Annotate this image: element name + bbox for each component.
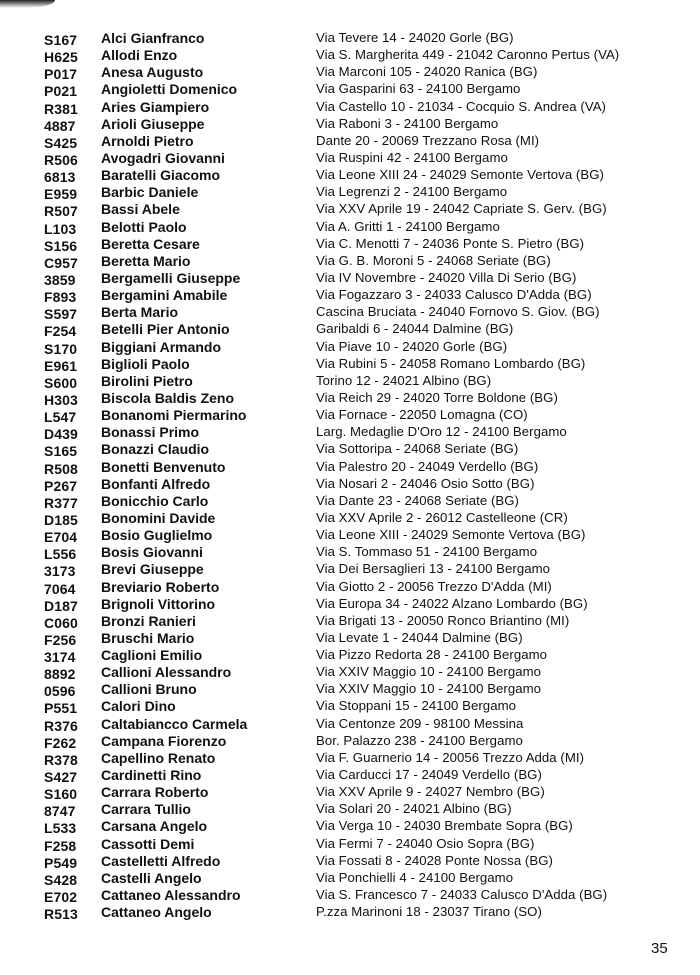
member-address: Via S. Tommaso 51 - 24100 Bergamo	[316, 544, 538, 560]
member-code: 0596	[44, 683, 76, 700]
member-code: F256	[44, 631, 77, 648]
member-name: Bonazzi Claudio	[101, 441, 210, 458]
member-name: Barbic Daniele	[101, 184, 199, 201]
member-code: P021	[44, 83, 78, 100]
member-name: Betelli Pier Antonio	[101, 321, 230, 338]
member-code: S167	[44, 32, 78, 48]
member-address: Via Dei Bersaglieri 13 - 24100 Bergamo	[316, 561, 551, 577]
directory-entry	[0, 287, 700, 304]
directory-entry	[0, 630, 700, 647]
member-address: Via Raboni 3 - 24100 Bergamo	[316, 115, 499, 131]
directory-entry	[0, 510, 700, 527]
member-address: Via C. Menotti 7 - 24036 Ponte S. Pietro (BG)	[316, 235, 585, 251]
member-code: 3174	[44, 649, 76, 666]
directory-entry	[0, 853, 700, 870]
member-address: Via Palestro 20 - 24049 Verdello (BG)	[316, 458, 539, 474]
member-name: Arioli Giuseppe	[101, 115, 205, 132]
member-code: 7064	[44, 580, 76, 597]
member-name: Carrara Roberto	[101, 784, 209, 801]
member-address: Via XXV Aprile 9 - 24027 Nembro (BG)	[316, 784, 545, 800]
member-address: Via Castello 10 - 21034 - Cocquio S. Andrea (VA)	[316, 98, 606, 114]
directory-entry	[0, 339, 700, 356]
member-address: Via Pizzo Redorta 28 - 24100 Bergamo	[316, 647, 548, 663]
directory-entry	[0, 818, 700, 835]
member-address: Via Gasparini 63 - 24100 Bergamo	[316, 81, 521, 97]
member-address: Via S. Francesco 7 - 24033 Calusco D'Adda (BG)	[316, 887, 608, 903]
directory-entry	[0, 184, 700, 201]
member-code: P017	[44, 66, 78, 83]
directory-entry	[0, 476, 700, 493]
member-address: Via Fermi 7 - 24040 Osio Sopra (BG)	[316, 835, 535, 851]
member-name: Cattaneo Angelo	[101, 904, 212, 921]
directory-entry	[0, 424, 700, 441]
member-address: Via S. Margherita 449 - 21042 Caronno Pertus (VA)	[316, 47, 620, 63]
member-name: Belotti Paolo	[101, 218, 187, 235]
member-address: Via Fornace - 22050 Lomagna (CO)	[316, 407, 528, 423]
member-name: Birolini Pietro	[101, 372, 193, 389]
member-code: R377	[44, 494, 78, 511]
directory-entry	[0, 801, 700, 818]
member-address: Larg. Medaglie D'Oro 12 - 24100 Bergamo	[316, 424, 567, 440]
member-code: S165	[44, 443, 78, 460]
member-address: Via Fossati 8 - 24028 Ponte Nossa (BG)	[316, 852, 553, 868]
member-name: Bosis Giovanni	[101, 544, 203, 561]
directory-entry	[0, 647, 700, 664]
member-address: Cascina Bruciata - 24040 Fornovo S. Giov. (BG)	[316, 304, 600, 320]
member-name: Bonassi Primo	[101, 424, 200, 441]
directory-entry	[0, 201, 700, 218]
member-address: Via Brigati 13 - 20050 Ronco Briantino (MI)	[316, 612, 570, 628]
member-code: C060	[44, 614, 78, 631]
member-code: E702	[44, 889, 78, 906]
member-address: Via Solari 20 - 24021 Albino (BG)	[316, 801, 512, 817]
directory-entry	[0, 270, 700, 287]
member-address: Via A. Gritti 1 - 24100 Bergamo	[316, 218, 500, 234]
directory-entry	[0, 133, 700, 150]
page-number: 35	[651, 940, 668, 957]
member-name: Anesa Augusto	[101, 64, 204, 81]
member-code: L547	[44, 409, 77, 426]
member-name: Castelletti Alfredo	[101, 852, 221, 869]
member-name: Castelli Angelo	[101, 869, 202, 886]
member-name: Cardinetti Rino	[101, 767, 202, 784]
directory-entry	[0, 681, 700, 698]
member-address: Via Reich 29 - 24020 Torre Boldone (BG)	[316, 389, 558, 405]
directory-entry	[0, 767, 700, 784]
member-address: P.zza Marinoni 18 - 23037 Tirano (SO)	[316, 904, 542, 920]
member-name: Bonanomi Piermarino	[101, 407, 247, 424]
member-address: Dante 20 - 20069 Trezzano Rosa (MI)	[316, 132, 540, 148]
member-address: Via XXIV Maggio 10 - 24100 Bergamo	[316, 664, 542, 680]
member-code: R513	[44, 906, 78, 923]
member-address: Via F. Guarnerio 14 - 20056 Trezzo Adda (MI)	[316, 749, 585, 765]
member-name: Cattaneo Alessandro	[101, 887, 241, 904]
directory-entry	[0, 167, 700, 184]
member-address: Via Ruspini 42 - 24100 Bergamo	[316, 149, 508, 165]
member-code: P549	[44, 854, 78, 871]
member-code: R378	[44, 751, 78, 768]
directory-entry	[0, 407, 700, 424]
directory-entry	[0, 253, 700, 270]
member-address: Via Piave 10 - 24020 Gorle (BG)	[316, 338, 508, 354]
directory-entry	[0, 579, 700, 596]
member-code: D439	[44, 426, 78, 443]
member-name: Arnoldi Pietro	[101, 132, 194, 149]
member-code: S170	[44, 340, 78, 357]
directory-entry	[0, 356, 700, 373]
member-name: Beretta Mario	[101, 252, 191, 269]
member-code: S156	[44, 237, 78, 254]
directory-entry	[0, 459, 700, 476]
directory-entry	[0, 236, 700, 253]
directory-entry	[0, 304, 700, 321]
member-name: Calori Dino	[101, 698, 176, 715]
directory-entry	[0, 64, 700, 81]
directory-entry	[0, 716, 700, 733]
member-code: 3859	[44, 271, 76, 288]
member-code: F893	[44, 289, 77, 306]
member-code: F254	[44, 323, 77, 340]
member-address: Via IV Novembre - 24020 Villa Di Serio (BG)	[316, 269, 577, 285]
directory-entry	[0, 99, 700, 116]
member-code: H303	[44, 391, 78, 408]
member-code: S600	[44, 374, 78, 391]
member-code: S160	[44, 786, 78, 803]
directory-entry	[0, 441, 700, 458]
directory-entry	[0, 664, 700, 681]
directory-entry	[0, 887, 700, 904]
member-name: Berta Mario	[101, 304, 179, 321]
member-name: Bronzi Ranieri	[101, 612, 196, 629]
member-directory	[0, 30, 700, 921]
member-name: Biggiani Armando	[101, 338, 222, 355]
member-code: C957	[44, 254, 78, 271]
directory-entry	[0, 527, 700, 544]
member-name: Bonetti Benvenuto	[101, 458, 226, 475]
member-code: F262	[44, 734, 77, 751]
member-name: Aries Giampiero	[101, 98, 210, 115]
directory-entry	[0, 321, 700, 338]
member-address: Via Giotto 2 - 20056 Trezzo D'Adda (MI)	[316, 578, 552, 594]
member-address: Via Verga 10 - 24030 Brembate Sopra (BG)	[316, 818, 573, 834]
member-address: Bor. Palazzo 238 - 24100 Bergamo	[316, 732, 523, 748]
directory-entry	[0, 561, 700, 578]
directory-entry	[0, 698, 700, 715]
member-code: E704	[44, 529, 78, 546]
directory-entry	[0, 870, 700, 887]
member-name: Beretta Cesare	[101, 235, 200, 252]
member-name: Biglioli Paolo	[101, 355, 190, 372]
member-address: Via Levate 1 - 24044 Dalmine (BG)	[316, 629, 523, 645]
member-name: Bonfanti Alfredo	[101, 475, 211, 492]
member-address: Via Ponchielli 4 - 24100 Bergamo	[316, 869, 514, 885]
scan-edge-mark	[0, 0, 55, 8]
member-address: Garibaldi 6 - 24044 Dalmine (BG)	[316, 321, 514, 337]
member-name: Carsana Angelo	[101, 818, 208, 835]
member-address: Via Carducci 17 - 24049 Verdello (BG)	[316, 767, 542, 783]
directory-entry	[0, 116, 700, 133]
member-address: Via Sottoripa - 24068 Seriate (BG)	[316, 441, 519, 457]
member-name: Avogadri Giovanni	[101, 149, 225, 166]
member-name: Bonicchio Carlo	[101, 492, 209, 509]
member-code: S425	[44, 134, 78, 151]
directory-entry	[0, 904, 700, 921]
member-name: Breviario Roberto	[101, 578, 220, 595]
member-code: R376	[44, 717, 78, 734]
member-name: Bassi Abele	[101, 201, 180, 218]
directory-entry	[0, 219, 700, 236]
member-address: Via Legrenzi 2 - 24100 Bergamo	[316, 184, 508, 200]
member-name: Allodi Enzo	[101, 47, 178, 64]
member-code: R381	[44, 100, 78, 117]
member-address: Via XXV Aprile 2 - 26012 Castelleone (CR)	[316, 509, 568, 525]
member-code: H625	[44, 49, 78, 66]
member-name: Cassotti Demi	[101, 835, 195, 852]
member-code: P267	[44, 477, 78, 494]
member-name: Bruschi Mario	[101, 629, 195, 646]
member-name: Alci Gianfranco	[101, 30, 205, 46]
member-name: Caglioni Emilio	[101, 647, 203, 664]
member-address: Via XXV Aprile 19 - 24042 Capriate S. Gerv. (BG)	[316, 201, 607, 217]
directory-entry	[0, 596, 700, 613]
directory-entry	[0, 784, 700, 801]
directory-entry	[0, 390, 700, 407]
member-address: Via G. B. Moroni 5 - 24068 Seriate (BG)	[316, 252, 551, 268]
member-address: Via Rubini 5 - 24058 Romano Lombardo (BG)	[316, 355, 586, 371]
member-code: D187	[44, 597, 78, 614]
member-code: L556	[44, 546, 77, 563]
member-address: Via XXIV Maggio 10 - 24100 Bergamo	[316, 681, 542, 697]
member-name: Capellino Renato	[101, 749, 216, 766]
directory-entry	[0, 81, 700, 98]
member-address: Via Tevere 14 - 24020 Gorle (BG)	[316, 30, 514, 45]
directory-entry	[0, 836, 700, 853]
member-name: Caltabiancco Carmela	[101, 715, 248, 732]
member-name: Angioletti Domenico	[101, 81, 238, 98]
member-name: Carrara Tullio	[101, 801, 191, 818]
member-code: R506	[44, 151, 78, 168]
member-name: Brignoli Vittorino	[101, 595, 216, 612]
directory-entry	[0, 733, 700, 750]
member-code: S597	[44, 306, 78, 323]
member-code: R507	[44, 203, 78, 220]
member-code: L533	[44, 820, 77, 837]
member-address: Via Stoppani 15 - 24100 Bergamo	[316, 698, 516, 714]
member-code: 6813	[44, 169, 76, 186]
member-code: F258	[44, 837, 77, 854]
member-name: Baratelli Giacomo	[101, 167, 221, 184]
member-name: Brevi Giuseppe	[101, 561, 204, 578]
member-name: Bergamelli Giuseppe	[101, 269, 241, 286]
member-code: P551	[44, 700, 78, 717]
member-code: 8892	[44, 666, 76, 683]
member-code: E959	[44, 186, 78, 203]
directory-entry	[0, 30, 700, 47]
member-address: Via Dante 23 - 24068 Seriate (BG)	[316, 492, 519, 508]
member-name: Bonomini Davide	[101, 509, 216, 526]
member-address: Via Leone XIII 24 - 24029 Semonte Vertova (BG)	[316, 167, 604, 183]
member-address: Torino 12 - 24021 Albino (BG)	[316, 372, 492, 388]
member-code: E961	[44, 357, 78, 374]
member-name: Callioni Bruno	[101, 681, 197, 698]
member-code: R508	[44, 460, 78, 477]
member-address: Via Marconi 105 - 24020 Ranica (BG)	[316, 64, 538, 80]
member-name: Campana Fiorenzo	[101, 732, 227, 749]
member-code: L103	[44, 220, 77, 237]
member-name: Callioni Alessandro	[101, 664, 232, 681]
directory-entry	[0, 750, 700, 767]
member-code: 8747	[44, 803, 76, 820]
directory-entry	[0, 47, 700, 64]
member-code: D185	[44, 511, 78, 528]
member-address: Via Fogazzaro 3 - 24033 Calusco D'Adda (BG)	[316, 287, 592, 303]
directory-entry	[0, 150, 700, 167]
directory-entry	[0, 493, 700, 510]
member-code: S427	[44, 769, 78, 786]
member-address: Via Nosari 2 - 24046 Osio Sotto (BG)	[316, 475, 535, 491]
member-code: 3173	[44, 563, 76, 580]
directory-entry	[0, 373, 700, 390]
member-code: 4887	[44, 117, 76, 134]
member-address: Via Leone XIII - 24029 Semonte Vertova (BG)	[316, 527, 586, 543]
directory-entry	[0, 544, 700, 561]
member-code: S428	[44, 871, 78, 888]
member-name: Bergamini Amabile	[101, 287, 228, 304]
directory-entry	[0, 613, 700, 630]
member-address: Via Centonze 209 - 98100 Messina	[316, 715, 524, 731]
member-name: Biscola Baldis Zeno	[101, 389, 235, 406]
member-name: Bosio Guglielmo	[101, 527, 213, 544]
member-address: Via Europa 34 - 24022 Alzano Lombardo (BG)	[316, 595, 588, 611]
